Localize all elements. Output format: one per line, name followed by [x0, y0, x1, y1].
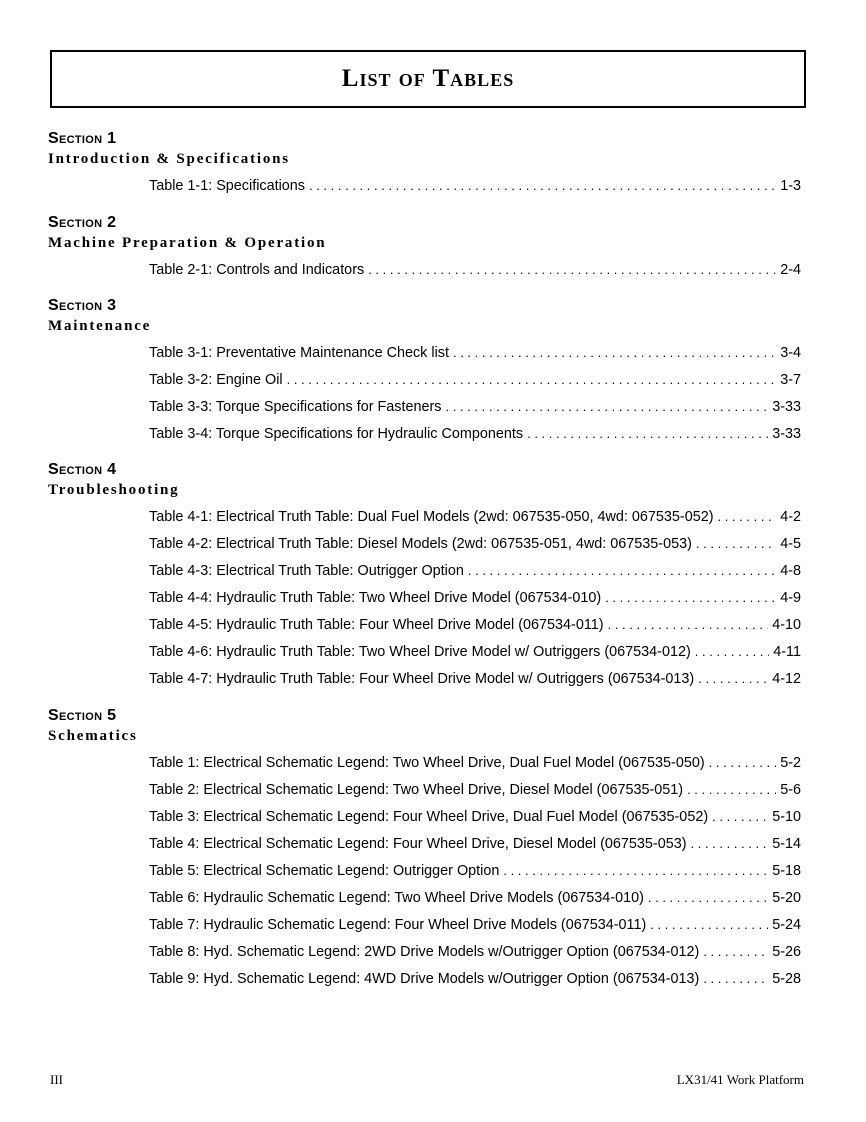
toc-entry-page: 4-9: [780, 590, 801, 606]
dot-leader: [446, 397, 769, 417]
toc-entries: [48, 753, 818, 996]
toc-entry-page: 4-12: [772, 671, 801, 687]
toc-entry-page: 5-20: [772, 890, 801, 906]
toc-entry-label: Table 3-1: Preventative Maintenance Check list: [149, 345, 449, 361]
toc-entry-label: Table 4-6: Hydraulic Truth Table: Two Wheel Drive Model w/ Outriggers (067534-012): [149, 644, 691, 660]
footer-page-number: III: [50, 1072, 63, 1087]
toc-entry[interactable]: [149, 615, 801, 642]
toc-entry[interactable]: [149, 370, 801, 397]
section-label: Section 2: [48, 214, 117, 231]
toc-entry[interactable]: [149, 780, 801, 807]
section-title: Machine Preparation & Operation: [48, 235, 327, 251]
dot-leader: [687, 780, 776, 800]
footer-product: LX31/41 Work Platform: [676, 1072, 804, 1087]
section-label: Section 5: [48, 707, 117, 724]
dot-leader: [309, 176, 776, 196]
toc-entry-label: Table 6: Hydraulic Schematic Legend: Two Wheel Drive Models (067534-010): [149, 890, 644, 906]
toc-entry-label: Table 4-5: Hydraulic Truth Table: Four Wheel Drive Model (067534-011): [149, 617, 604, 633]
dot-leader: [709, 753, 777, 773]
section-title: Schematics: [48, 728, 138, 744]
toc-entry-page: 5-10: [772, 809, 801, 825]
toc-entry-label: Table 9: Hyd. Schematic Legend: 4WD Drive Models w/Outrigger Option (067534-013): [149, 971, 700, 987]
toc-entry-page: 5-28: [772, 971, 801, 987]
section-4: [48, 460, 818, 696]
toc-entry[interactable]: [149, 260, 801, 287]
toc-entry[interactable]: [149, 915, 801, 942]
toc-entry-label: Table 3-2: Engine Oil: [149, 372, 283, 388]
toc-entry-label: Table 3-3: Torque Specifications for Fasteners: [149, 399, 442, 415]
dot-leader: [648, 888, 768, 908]
toc-entry[interactable]: [149, 397, 801, 424]
toc-entries: [48, 260, 818, 287]
section-2: [48, 213, 818, 287]
toc-entry-page: 4-10: [772, 617, 801, 633]
toc-entry-label: Table 8: Hyd. Schematic Legend: 2WD Drive Models w/Outrigger Option (067534-012): [149, 944, 700, 960]
toc-entry-label: Table 3-4: Torque Specifications for Hydraulic Components: [149, 426, 524, 442]
toc-entry-label: Table 2-1: Controls and Indicators: [149, 262, 365, 278]
toc-entry-page: 3-7: [780, 372, 801, 388]
toc-entry-page: 4-8: [780, 563, 801, 579]
dot-leader: [696, 534, 776, 554]
toc-entry-page: 5-6: [780, 782, 801, 798]
toc-entry[interactable]: [149, 507, 801, 534]
toc-entry-page: 5-24: [772, 917, 801, 933]
toc-entry-page: 3-33: [772, 426, 801, 442]
section-label: Section 1: [48, 130, 117, 147]
section-1: [48, 129, 818, 203]
dot-leader: [368, 260, 776, 280]
toc-entry[interactable]: [149, 861, 801, 888]
section-3: [48, 296, 818, 451]
toc-entry-label: Table 1-1: Specifications: [149, 178, 305, 194]
toc-entry[interactable]: [149, 942, 801, 969]
section-title: Maintenance: [48, 318, 152, 334]
toc-entries: [48, 507, 818, 696]
toc-entry[interactable]: [149, 888, 801, 915]
toc-entry-label: Table 4-7: Hydraulic Truth Table: Four Wheel Drive Model w/ Outriggers (067534-013): [149, 671, 695, 687]
dot-leader: [453, 343, 776, 363]
toc-entry-label: Table 4-3: Electrical Truth Table: Outrigger Option: [149, 563, 464, 579]
dot-leader: [703, 942, 768, 962]
toc-entry[interactable]: [149, 807, 801, 834]
toc-entry-page: 1-3: [780, 178, 801, 194]
toc-entry[interactable]: [149, 669, 801, 696]
toc-entry-page: 5-18: [772, 863, 801, 879]
toc-entry-page: 5-2: [780, 755, 801, 771]
dot-leader: [608, 615, 769, 635]
dot-leader: [691, 834, 769, 854]
toc-entry-label: Table 1: Electrical Schematic Legend: Two Wheel Drive, Dual Fuel Model (067535-050): [149, 755, 705, 771]
dot-leader: [527, 424, 768, 444]
toc-entry-label: Table 2: Electrical Schematic Legend: Two Wheel Drive, Diesel Model (067535-051): [149, 782, 684, 798]
toc-entry-page: 3-4: [780, 345, 801, 361]
section-title: Introduction & Specifications: [48, 151, 290, 167]
toc-entry-page: 4-11: [773, 644, 801, 660]
toc-entry-label: Table 4: Electrical Schematic Legend: Four Wheel Drive, Diesel Model (067535-053): [149, 836, 687, 852]
toc-entry[interactable]: [149, 343, 801, 370]
dot-leader: [712, 807, 768, 827]
dot-leader: [650, 915, 768, 935]
toc-entries: [48, 343, 818, 451]
dot-leader: [468, 561, 776, 581]
toc-entry-page: 3-33: [772, 399, 801, 415]
section-5: [48, 706, 818, 996]
page-title-box: [50, 50, 806, 108]
toc-entry[interactable]: [149, 969, 801, 996]
section-title: Troubleshooting: [48, 482, 180, 498]
toc-entry[interactable]: [149, 588, 801, 615]
dot-leader: [287, 370, 777, 390]
toc-entry-label: Table 4-4: Hydraulic Truth Table: Two Wheel Drive Model (067534-010): [149, 590, 602, 606]
dot-leader: [718, 507, 777, 527]
page-title: List of Tables: [341, 65, 515, 92]
toc-entry[interactable]: [149, 176, 801, 203]
dot-leader: [698, 669, 768, 689]
toc-entry-label: Table 4-1: Electrical Truth Table: Dual Fuel Models (2wd: 067535-050, 4wd: 067535-052): [149, 509, 714, 525]
toc-entry[interactable]: [149, 424, 801, 451]
toc-entry-page: 5-14: [772, 836, 801, 852]
toc-entry-page: 4-2: [780, 509, 801, 525]
toc-entry-label: Table 5: Electrical Schematic Legend: Outrigger Option: [149, 863, 500, 879]
toc-entry[interactable]: [149, 642, 801, 669]
toc-entry[interactable]: [149, 561, 801, 588]
toc-entries: [48, 176, 818, 203]
toc-entry-label: Table 3: Electrical Schematic Legend: Four Wheel Drive, Dual Fuel Model (067535-052): [149, 809, 709, 825]
toc-entry-page: 5-26: [772, 944, 801, 960]
toc-entry-label: Table 7: Hydraulic Schematic Legend: Four Wheel Drive Models (067534-011): [149, 917, 647, 933]
toc-entry-label: Table 4-2: Electrical Truth Table: Diesel Models (2wd: 067535-051, 4wd: 067535-053): [149, 536, 692, 552]
toc-entry[interactable]: [149, 534, 801, 561]
section-label: Section 3: [48, 297, 117, 314]
toc-entry-page: 2-4: [780, 262, 801, 278]
toc-entry-page: 4-5: [780, 536, 801, 552]
toc-entry[interactable]: [149, 753, 801, 780]
dot-leader: [605, 588, 776, 608]
section-label: Section 4: [48, 461, 117, 478]
toc-entry[interactable]: [149, 834, 801, 861]
dot-leader: [503, 861, 768, 881]
dot-leader: [703, 969, 768, 989]
dot-leader: [695, 642, 769, 662]
